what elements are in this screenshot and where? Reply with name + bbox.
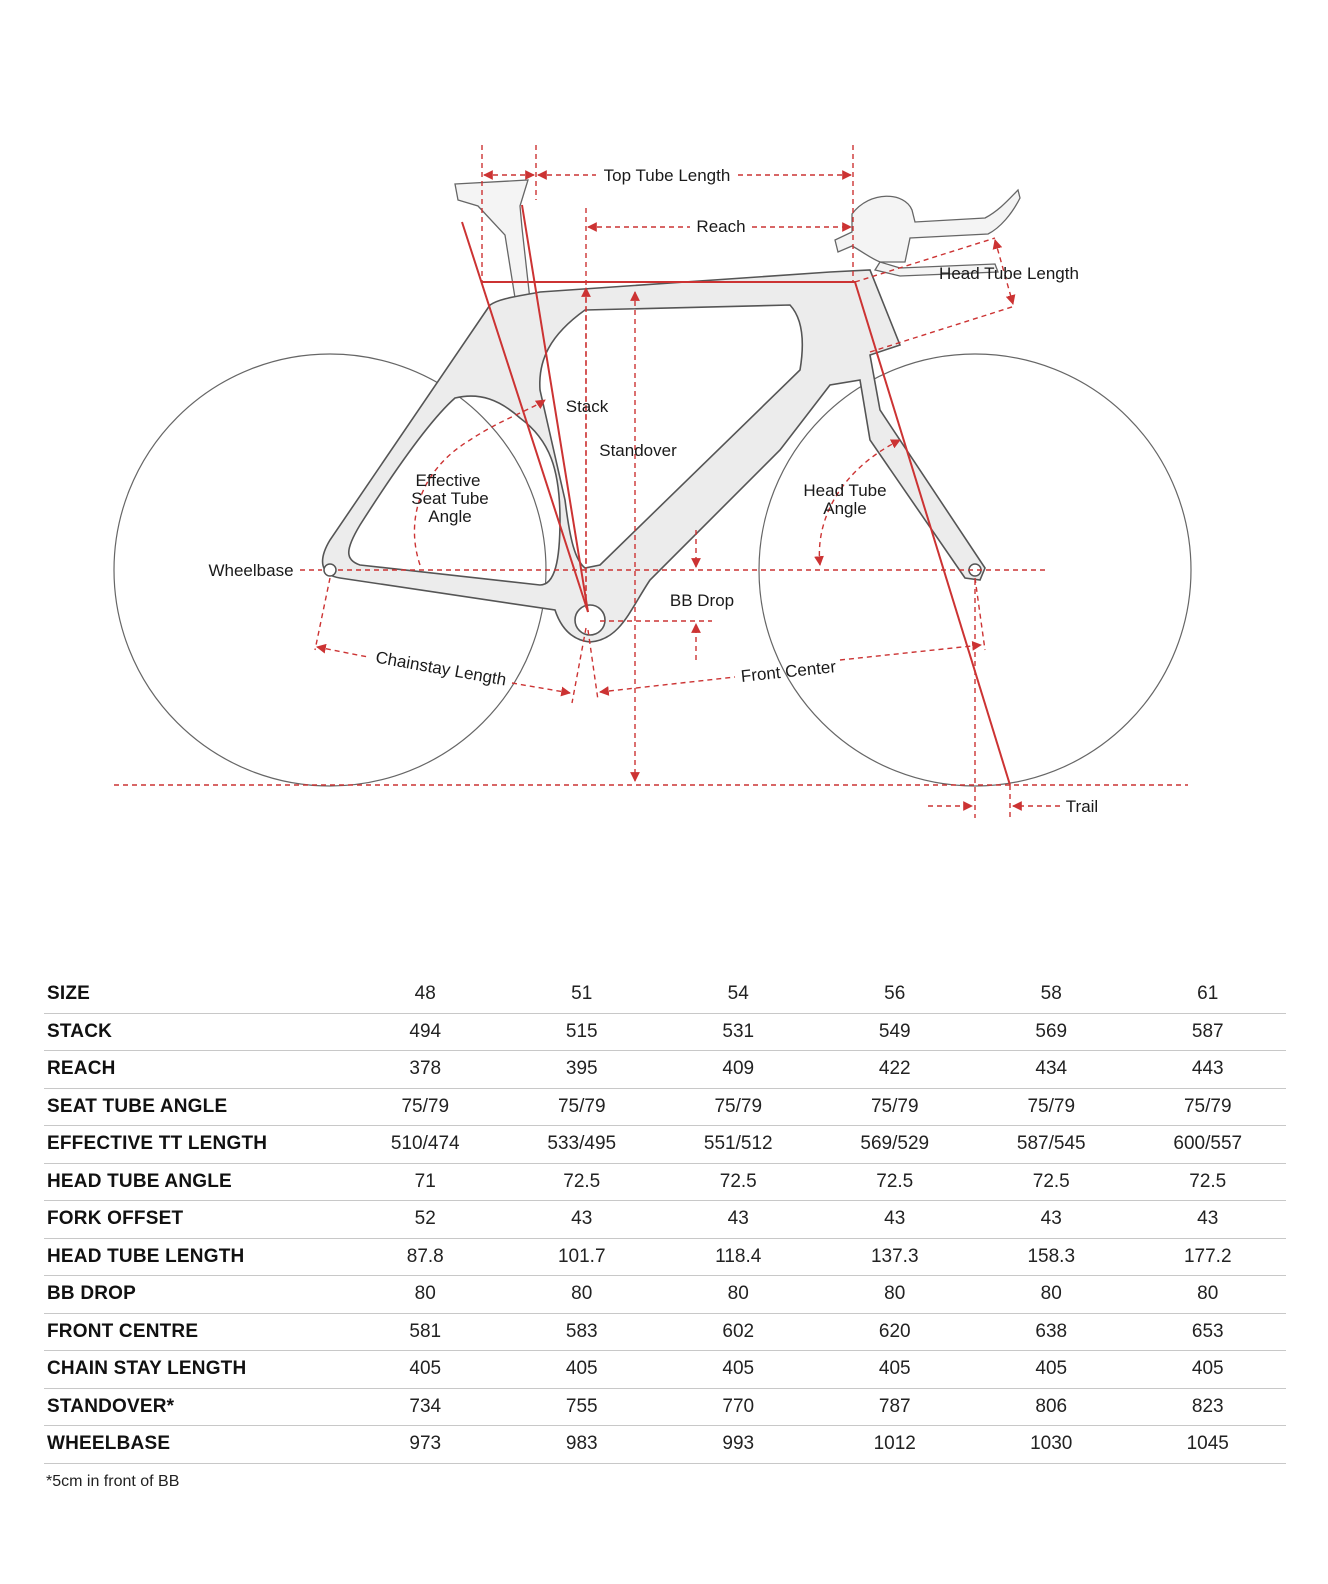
table-row [44,1426,1286,1464]
table-cell: 653 [1130,1313,1287,1351]
table-cell: 581 [347,1313,504,1351]
table-cell: 101.7 [504,1238,661,1276]
table-cell: 80 [1130,1276,1287,1314]
row-label: FRONT CENTRE [44,1313,347,1351]
label-head-tube-length: Head Tube Length [939,264,1079,283]
table-cell: 587/545 [973,1126,1130,1164]
table-row [44,976,1286,1013]
table-cell: 533/495 [504,1126,661,1164]
label-esta-1: Effective [415,471,481,490]
table-cell: 75/79 [660,1088,817,1126]
table-cell: 71 [347,1163,504,1201]
table-cell: 734 [347,1388,504,1426]
table-cell: 515 [504,1013,661,1051]
bottom-bracket [575,605,605,635]
table-cell: 75/79 [1130,1088,1287,1126]
table-cell: 494 [347,1013,504,1051]
table-cell: 43 [817,1201,974,1239]
label-esta-3: Angle [428,507,472,526]
table-cell: 75/79 [347,1088,504,1126]
table-cell: 80 [660,1276,817,1314]
table-cell: 983 [504,1426,661,1464]
table-cell: 177.2 [1130,1238,1287,1276]
chainstay-dim-l [317,647,368,657]
row-label: STANDOVER* [44,1388,347,1426]
table-cell: 56 [817,976,974,1013]
table-cell: 806 [973,1388,1130,1426]
table-cell: 600/557 [1130,1126,1287,1164]
row-label: FORK OFFSET [44,1201,347,1239]
table-cell: 87.8 [347,1238,504,1276]
label-top-tube-length: Top Tube Length [603,166,731,185]
table-cell: 569 [973,1013,1130,1051]
table-cell: 405 [1130,1351,1287,1389]
table-cell: 549 [817,1013,974,1051]
table-cell: 72.5 [660,1163,817,1201]
table-cell: 52 [347,1201,504,1239]
table-cell: 443 [1130,1051,1287,1089]
table-row [44,1201,1286,1239]
table-cell: 80 [347,1276,504,1314]
table-row [44,1351,1286,1389]
table-row [44,1276,1286,1314]
table-row [44,1163,1286,1201]
table-cell: 823 [1130,1388,1287,1426]
row-label: HEAD TUBE ANGLE [44,1163,347,1201]
table-row [44,1051,1286,1089]
table-cell: 43 [1130,1201,1287,1239]
table-cell: 405 [817,1351,974,1389]
head-tube-line [855,282,1010,785]
label-stack: Stack [565,397,609,416]
row-label: REACH [44,1051,347,1089]
chainstay-ext-rear [315,578,330,650]
label-chainstay-length: Chainstay Length [374,647,508,690]
table-cell: 72.5 [817,1163,974,1201]
table-cell: 61 [1130,976,1287,1013]
table-cell: 118.4 [660,1238,817,1276]
table-cell: 75/79 [817,1088,974,1126]
table-row [44,1238,1286,1276]
table-cell: 405 [660,1351,817,1389]
table-row [44,1126,1286,1164]
table-cell: 755 [504,1388,661,1426]
label-hta-1: Head Tube [803,481,887,500]
table-cell: 395 [504,1051,661,1089]
table-cell: 531 [660,1013,817,1051]
table-cell: 51 [504,976,661,1013]
table-cell: 405 [973,1351,1130,1389]
table-cell: 770 [660,1388,817,1426]
table-cell: 422 [817,1051,974,1089]
table-cell: 973 [347,1426,504,1464]
table-row [44,1088,1286,1126]
table-cell: 58 [973,976,1130,1013]
row-label: STACK [44,1013,347,1051]
table-cell: 1045 [1130,1426,1287,1464]
table-cell: 551/512 [660,1126,817,1164]
front-center-dim-l [600,677,735,692]
table-cell: 409 [660,1051,817,1089]
row-label: HEAD TUBE LENGTH [44,1238,347,1276]
table-cell: 583 [504,1313,661,1351]
table-cell: 587 [1130,1013,1287,1051]
table-cell: 638 [973,1313,1130,1351]
table-cell: 48 [347,976,504,1013]
table-row [44,1388,1286,1426]
label-hta-2: Angle [823,499,867,518]
table-cell: 405 [504,1351,661,1389]
table-cell: 75/79 [504,1088,661,1126]
label-reach: Reach [696,217,746,236]
table-cell: 80 [973,1276,1130,1314]
label-bb-drop: BB Drop [669,591,735,610]
row-label: SIZE [44,976,347,1013]
label-standover: Standover [599,441,677,460]
table-cell: 510/474 [347,1126,504,1164]
aerobar-cockpit [835,190,1020,262]
table-cell: 602 [660,1313,817,1351]
row-label: WHEELBASE [44,1426,347,1464]
table-cell: 1012 [817,1426,974,1464]
table-cell: 620 [817,1313,974,1351]
table-cell: 378 [347,1051,504,1089]
chainstay-dim-r [512,683,570,693]
table-cell: 72.5 [1130,1163,1287,1201]
label-esta-2: Seat Tube [411,489,489,508]
row-label: EFFECTIVE TT LENGTH [44,1126,347,1164]
table-cell: 569/529 [817,1126,974,1164]
front-center-dim-r [840,645,981,660]
table-cell: 137.3 [817,1238,974,1276]
label-front-center: Front Center [739,657,837,686]
table-cell: 72.5 [504,1163,661,1201]
table-row [44,1313,1286,1351]
table-cell: 787 [817,1388,974,1426]
footnote: *5cm in front of BB [46,1473,180,1490]
table-cell: 43 [660,1201,817,1239]
table-cell: 43 [973,1201,1130,1239]
table-cell: 54 [660,976,817,1013]
label-wheelbase: Wheelbase [208,561,294,580]
table-cell: 43 [504,1201,661,1239]
table-cell: 993 [660,1426,817,1464]
table-cell: 405 [347,1351,504,1389]
front-center-ext-front [975,578,985,650]
table-cell: 80 [817,1276,974,1314]
table-row [44,1013,1286,1051]
label-trail: Trail [1065,797,1099,816]
table-cell: 75/79 [973,1088,1130,1126]
row-label: CHAIN STAY LENGTH [44,1351,347,1389]
row-label: BB DROP [44,1276,347,1314]
table-cell: 80 [504,1276,661,1314]
table-cell: 158.3 [973,1238,1130,1276]
geometry-table-body [44,976,1286,1463]
row-label: SEAT TUBE ANGLE [44,1088,347,1126]
table-cell: 72.5 [973,1163,1130,1201]
table-cell: 1030 [973,1426,1130,1464]
table-cell: 434 [973,1051,1130,1089]
geometry-table [44,976,1286,1464]
rear-axle [324,564,336,576]
